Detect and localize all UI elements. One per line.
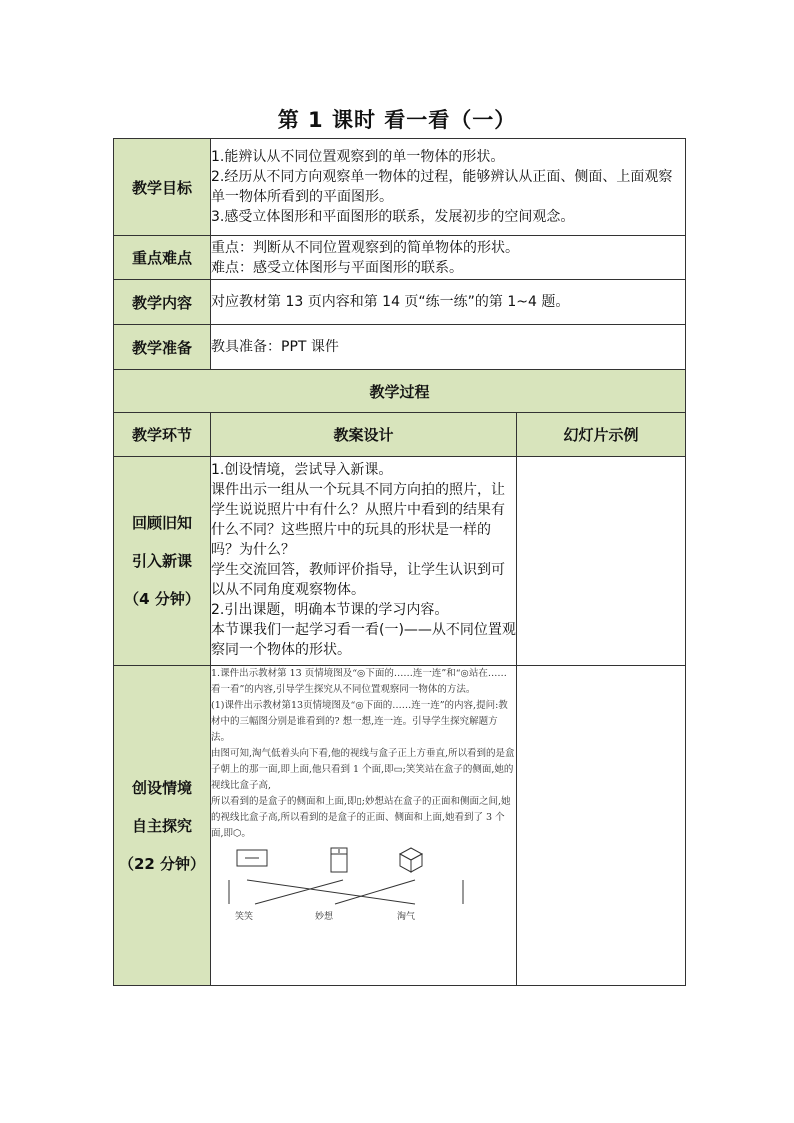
stage2-row [114,666,686,986]
keypoint-line: 难点：感受立体图形与平面图形的联系。 [211,259,463,276]
scan-line: 1.课件出示教材第 13 页情境图及“◎下面的……连一连”和“◎站在……看一看”的内容,引导学生探究从不同位置观察同一物体的方法。 [211,668,507,695]
stage-column-header: 教学环节 [114,413,211,457]
stage1-label [114,457,211,666]
stage1-row [114,457,686,666]
slides-column-header: 幻灯片示例 [517,413,686,457]
stage1-label-line: 回顾旧知 [131,514,192,532]
content-label: 教学内容 [114,280,211,325]
match-line [335,880,415,904]
keypoints-label: 重点难点 [114,236,211,280]
objectives-row [114,139,686,236]
content-text: 对应教材第 13 页内容和第 14 页“练一练”的第 1~4 题。 [211,280,686,325]
scan-line: (1)课件出示教材第13页情境图及“◎下面的……连一连”的内容,提问:教材中的三幅图分别是谁看到的? 想一想,连一连。引导学生探究解题方法。 [211,700,508,743]
keypoints-row [114,236,686,280]
figure-label: 妙想 [315,912,334,922]
design-column-header: 教案设计 [211,413,517,457]
lesson-plan-table [113,138,686,986]
stage2-design-scan [211,666,517,986]
stage1-label-line: （4 分钟） [124,590,200,608]
objective-line: 3.感受立体图形和平面图形的联系，发展初步的空间观念。 [211,209,575,225]
objective-line: 1.能辨认从不同位置观察到的单一物体的形状。 [211,149,505,165]
prep-label: 教学准备 [114,325,211,370]
keypoint-line: 重点：判断从不同位置观察到的简单物体的形状。 [211,239,519,256]
stage1-slides [517,457,686,666]
scan-line: 所以看到的是盒子的侧面和上面,即▯;妙想站在盒子的正面和侧面之间,她的视线比盒子高,所以看到的是盒子的正面、侧面和上面,她看到了 3 个面,即⬡。 [211,796,511,839]
keypoints-content [211,236,686,280]
stage1-line: 2.引出课题，明确本节课的学习内容。 [211,602,449,618]
prep-row [114,325,686,370]
stage1-line: 1.创设情境，尝试导入新课。 [211,462,393,478]
matching-figure [225,844,515,926]
stage2-label-line: 自主探究 [131,816,192,835]
stage1-label-line: 引入新课 [131,552,192,570]
stage2-label [114,666,211,986]
objective-line: 2.经历从不同方向观察单一物体的过程，能够辨认从正面、侧面、上面观察单一物体所看到的平面图形。 [211,169,673,205]
stage1-line: 学生交流回答，教师评价指导，让学生认识到可以从不同角度观察物体。 [211,562,505,598]
stage1-line: 课件出示一组从一个玩具不同方向拍的照片，让学生说说照片中有什么？从照片中看到的结果有什么不同？这些照片中的玩具的形状是一样的吗？为什么？ [211,482,505,558]
stage1-design [211,457,517,666]
process-title-row [114,370,686,413]
prep-text: 教具准备：PPT 课件 [211,325,686,370]
content-row [114,280,686,325]
objectives-label: 教学目标 [114,139,211,236]
stage2-slides [517,666,686,986]
process-header-row [114,413,686,457]
stage2-label-line: 创设情境 [131,778,192,797]
stage1-line: 本节课我们一起学习看一看(一)——从不同位置观察同一个物体的形状。 [211,622,516,658]
stage2-label-line: （22 分钟） [118,854,206,873]
scan-line: 由图可知,淘气低着头向下看,他的视线与盒子正上方垂直,所以看到的是盒子朝上的那一面,即上面,他只看到 1 个面,即▭;笑笑站在盒子的侧面,她的视线比盒子高, [211,748,515,791]
side-view-shape [331,854,347,872]
page-title: 第 1 课时 看一看（一） [277,108,517,132]
process-title: 教学过程 [114,370,686,413]
figure-label: 淘气 [397,912,416,922]
figure-label: 笑笑 [235,912,254,922]
objectives-content [211,139,686,236]
